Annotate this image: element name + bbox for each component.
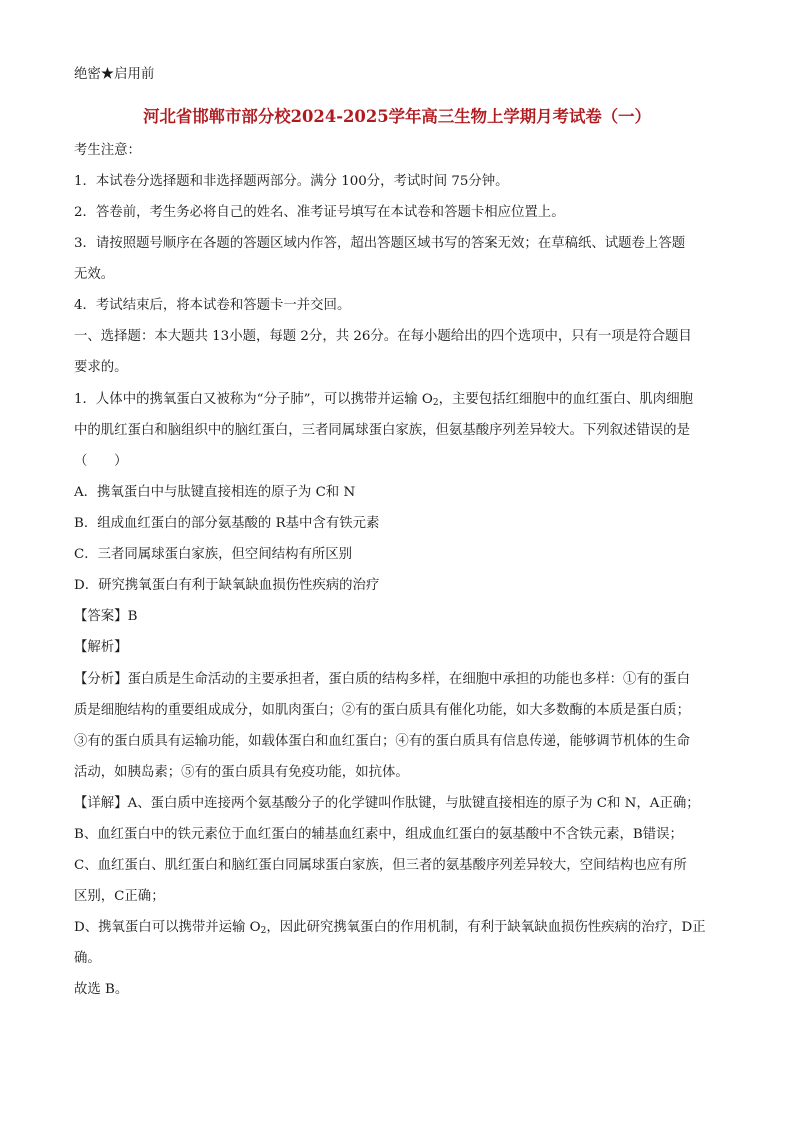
answer-label: 【答案】 <box>74 609 128 624</box>
fenxi-line1 <box>74 671 690 689</box>
notice-item-3: 3．请按照题号顺序在各题的答题区域内作答，超出答题区域书写的答案无效；在草稿纸、试题卷上答题 <box>74 236 686 251</box>
xiangjie-line-d2: 确。 <box>74 951 101 966</box>
xiangjie-d-part-a: D、携氧蛋白可以携带并运输 O <box>74 920 261 935</box>
xiangjie-line-b: B、血红蛋白中的铁元素位于血红蛋白的辅基血红素中，组成血红蛋白的氨基酸中不含铁元素，B错误； <box>74 827 683 842</box>
notice-item-2: 2．答卷前，考生务必将自己的姓名、准考证号填写在本试卷和答题卡相应位置上。 <box>74 205 565 220</box>
fenxi-label: 【分析】 <box>74 672 128 687</box>
fenxi-line3: ③有的蛋白质具有运输功能，如载体蛋白和血红蛋白；④有的蛋白质具有信息传递，能够调节机体的生命 <box>74 734 690 749</box>
xiangjie-line-c2: 区别，C正确； <box>74 889 165 904</box>
fenxi-text: 蛋白质是生命活动的主要承担者，蛋白质的结构多样，在细胞中承担的功能也多样：①有的蛋白 <box>127 672 690 687</box>
xiangjie-line-a <box>74 795 700 813</box>
answer-value: B <box>127 609 138 624</box>
question-stem-part-b: ，主要包括红细胞中的血红蛋白、肌肉细胞 <box>438 392 693 407</box>
analysis-label: 【解析】 <box>74 640 128 655</box>
secret-mark: 绝密★启用前 <box>74 67 155 82</box>
notice-item-4: 4．考试结束后，将本试卷和答题卡一并交回。 <box>74 298 351 313</box>
question-stem-part-a: 1．人体中的携氧蛋白又被称为“分子肺”，可以携带并运输 O <box>74 392 433 407</box>
fenxi-line4: 活动，如胰岛素；⑤有的蛋白质具有免疫功能，如抗体。 <box>74 765 409 780</box>
notice-item-3-cont: 无效。 <box>74 267 115 282</box>
question-stem-line1 <box>74 391 693 412</box>
xiangjie-text-a: A、蛋白质中连接两个氨基酸分子的化学键叫作肽键，与肽键直接相连的原子为 C和 N，A正确； <box>127 796 700 811</box>
conclusion: 故选 B。 <box>74 982 129 997</box>
option-d: D．研究携氧蛋白有利于缺氧缺血损伤性疾病的治疗 <box>74 578 380 593</box>
answer-line <box>74 608 137 626</box>
notice-heading: 考生注意： <box>74 143 141 158</box>
xiangjie-d-part-b: ，因此研究携氧蛋白的作用机制，有利于缺氧缺血损伤性疾病的治疗，D正 <box>266 920 706 935</box>
notice-item-1: 1．本试卷分选择题和非选择题两部分。满分 100分，考试时间 75分钟。 <box>74 174 509 189</box>
xiangjie-line-d1 <box>74 919 706 940</box>
fenxi-line2: 质是细胞结构的重要组成成分，如肌肉蛋白；②有的蛋白质具有催化功能，如大多数酶的本质是蛋白质； <box>74 703 690 718</box>
option-b: B．组成血红蛋白的部分氨基酸的 R基中含有铁元素 <box>74 516 380 531</box>
question-stem-blank: （ ） <box>74 454 128 469</box>
xiangjie-label: 【详解】 <box>74 796 128 811</box>
question-stem-line2: 中的肌红蛋白和脑组织中的脑红蛋白，三者同属球蛋白家族，但氨基酸序列差异较大。下列叙述错误的是 <box>74 423 690 438</box>
xiangjie-line-c1: C、血红蛋白、肌红蛋白和脑红蛋白同属球蛋白家族，但三者的氨基酸序列差异较大，空间结构也应有所 <box>74 858 687 873</box>
section-heading-line2: 要求的。 <box>74 360 128 375</box>
option-a: A．携氧蛋白中与肽键直接相连的原子为 C和 N <box>74 485 356 500</box>
exam-title: 河北省邯郸市部分校2024-2025学年高三生物上学期月考试卷（一） <box>143 107 651 126</box>
o2-subscript: 2 <box>432 398 439 408</box>
section-heading-line1: 一、选择题：本大题共 13小题，每题 2分，共 26分。在每小题给出的四个选项中，只有一项是符合题目 <box>74 329 692 344</box>
option-c: C．三者同属球蛋白家族，但空间结构有所区别 <box>74 547 353 562</box>
o2-subscript: 2 <box>260 926 267 936</box>
